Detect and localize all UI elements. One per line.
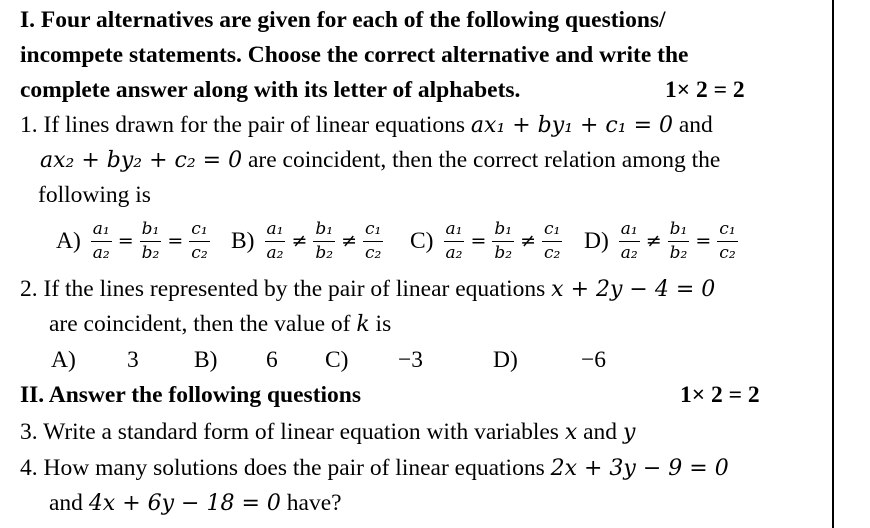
q3-text: 3. Write a standard form of linear equation with variables (20, 419, 565, 445)
q2-option-c-value: −3 (398, 347, 424, 373)
fraction: $\frac{\text{a₁}}{\text{a₂}}$ (92, 218, 110, 263)
q4-have: have? (280, 490, 342, 516)
q3-line (20, 417, 635, 448)
q2-line2 (49, 309, 391, 340)
section2-marks: 1× 2 = 2 (680, 382, 760, 408)
q1-option-a: A) $\frac{\text{a₁}}{\text{a₂}}$ = $\frac{\text{b₁}}{\text{b₂}}$ = $\frac{\text{c₁}}{\text{c₂}}$ (56, 218, 208, 263)
q4-equation-2: 4x + 6y − 18 = 0 (88, 491, 281, 516)
q1-equation-2: ax₂ + by₂ + c₂ = 0 (40, 148, 243, 173)
q1-text: 1. If lines drawn for the pair of linear equations (20, 112, 471, 138)
section1-heading-line3: complete answer along with its letter of alphabets. (20, 77, 521, 103)
right-border-line (832, 0, 834, 528)
q2-option-b-value: 6 (266, 347, 278, 373)
q1-and: and (673, 112, 713, 138)
fraction: $\frac{\text{b₁}}{\text{b₂}}$ (494, 218, 513, 263)
fraction: $\frac{\text{b₁}}{\text{b₂}}$ (669, 218, 688, 263)
q1-option-c: C) $\frac{\text{a₁}}{\text{a₂}}$ = $\frac{\text{b₁}}{\text{b₂}}$ ≠ $\frac{\text{c₁}}{\text{c₂}}$ (410, 218, 561, 263)
q3-and: and (577, 419, 623, 445)
q2-equation: x + 2y − 4 = 0 (551, 277, 716, 302)
q2-line1 (20, 274, 715, 305)
q1-line1 (20, 110, 713, 141)
fraction: $\frac{\text{c₁}}{\text{c₂}}$ (719, 218, 736, 263)
q4-text: 4. How many solutions does the pair of linear equations (20, 455, 551, 481)
fraction: $\frac{\text{c₁}}{\text{c₂}}$ (544, 218, 561, 263)
q4-line2 (49, 488, 342, 519)
section2-heading: II. Answer the following questions (20, 382, 362, 408)
fraction: $\frac{\text{b₁}}{\text{b₂}}$ (141, 218, 160, 263)
q2-is: is (369, 311, 392, 337)
q2-option-d-value: −6 (581, 347, 607, 373)
fraction: $\frac{\text{a₁}}{\text{a₂}}$ (266, 218, 284, 263)
q2-text: 2. If the lines represented by the pair of linear equations (20, 276, 552, 302)
fraction: $\frac{\text{a₁}}{\text{a₂}}$ (445, 218, 463, 263)
q3-variable-x: x (564, 420, 578, 445)
fraction: $\frac{\text{c₁}}{\text{c₂}}$ (365, 218, 382, 263)
q2-option-c-label: C) (325, 347, 349, 373)
q4-equation-1: 2x + 3y − 9 = 0 (550, 456, 729, 481)
q2-option-a-value: 3 (127, 347, 139, 373)
section1-heading-line1: I. Four alternatives are given for each of the following questions/ (20, 7, 666, 33)
section1-heading-line2: incompete statements. Choose the correct alternative and write the (20, 42, 689, 68)
fraction: $\frac{\text{a₁}}{\text{a₂}}$ (620, 218, 638, 263)
q1-text-continued: are coincident, then the correct relation among the (242, 147, 721, 173)
q1-equation-1: ax₁ + by₁ + c₁ = 0 (470, 113, 673, 138)
q2-variable-k: k (356, 312, 370, 337)
q3-variable-y: y (622, 420, 636, 445)
q1-line3: following is (38, 182, 151, 208)
q1-line2 (40, 145, 720, 176)
fraction: $\frac{\text{c₁}}{\text{c₂}}$ (191, 218, 208, 263)
q4-and: and (49, 490, 89, 516)
q2-option-d-label: D) (493, 347, 518, 373)
section1-marks: 1× 2 = 2 (665, 77, 745, 103)
fraction: $\frac{\text{b₁}}{\text{b₂}}$ (315, 218, 334, 263)
q1-option-b: B) $\frac{\text{a₁}}{\text{a₂}}$ ≠ $\frac{\text{b₁}}{\text{b₂}}$ ≠ $\frac{\text{c₁}}{\text{c₂}}$ (231, 218, 382, 263)
q2-option-b-label: B) (194, 347, 218, 373)
q4-line1 (20, 453, 729, 484)
q2-text-continued: are coincident, then the value of (49, 311, 357, 337)
q1-option-d: D) $\frac{\text{a₁}}{\text{a₂}}$ ≠ $\frac{\text{b₁}}{\text{b₂}}$ = $\frac{\text{c₁}}{\text{c₂}}$ (584, 218, 736, 263)
q2-option-a-label: A) (51, 347, 76, 373)
